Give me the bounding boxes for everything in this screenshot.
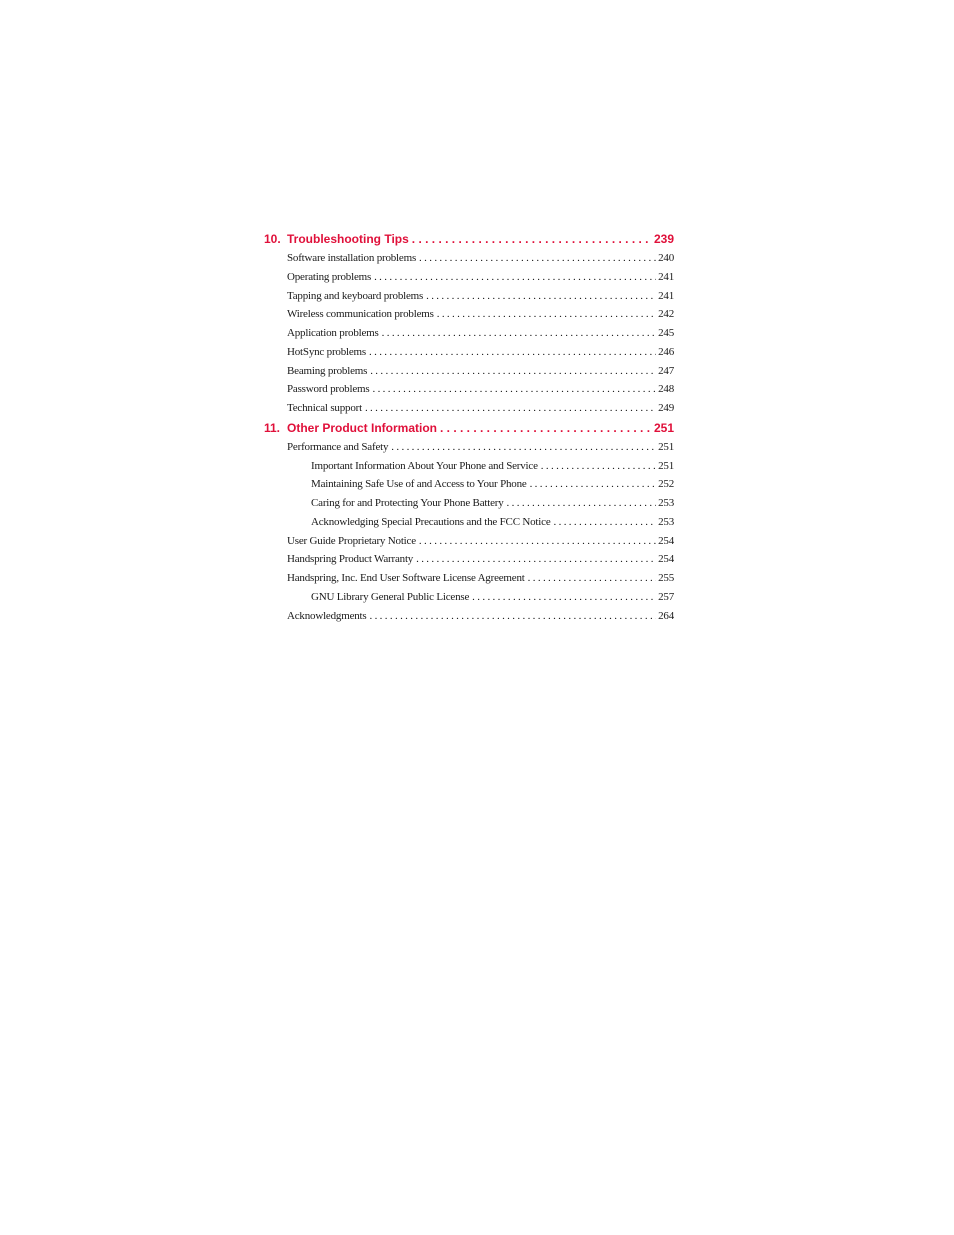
toc-subentry[interactable] xyxy=(264,516,674,535)
dot-leader xyxy=(382,327,656,339)
dot-leader xyxy=(419,535,656,547)
chapter-title: Other Product Information xyxy=(287,420,437,435)
entry-page-number: 241 xyxy=(658,270,674,283)
dot-leader xyxy=(365,402,656,414)
dot-leader xyxy=(541,460,656,472)
entry-label: User Guide Proprietary Notice xyxy=(287,534,416,547)
toc-entry[interactable] xyxy=(264,346,674,365)
toc-entry[interactable] xyxy=(264,535,674,554)
entry-label: Caring for and Protecting Your Phone Battery xyxy=(311,497,504,509)
entry-label: Acknowledgments xyxy=(287,609,367,622)
toc-entry[interactable] xyxy=(264,402,674,421)
entry-label: Acknowledging Special Precautions and the FCC Notice xyxy=(311,515,551,528)
dot-leader xyxy=(412,232,652,246)
entry-label: Software installation problems xyxy=(287,252,417,264)
toc-entry[interactable] xyxy=(264,365,674,384)
dot-leader xyxy=(472,591,656,603)
entry-page-number: 245 xyxy=(658,327,674,339)
entry-page-number: 252 xyxy=(658,478,674,491)
toc-subentry[interactable] xyxy=(264,591,674,610)
entry-page-number: 246 xyxy=(658,345,674,358)
chapter-page-number: 239 xyxy=(653,232,674,246)
toc-entry[interactable] xyxy=(264,252,674,271)
toc-entry[interactable] xyxy=(264,271,674,290)
entry-page-number: 254 xyxy=(658,534,674,547)
entry-label: Technical support xyxy=(287,402,362,414)
chapter-number: 10. xyxy=(264,232,281,246)
toc-entry[interactable] xyxy=(264,327,674,346)
toc-subentry[interactable] xyxy=(264,460,674,479)
toc-chapter-other-product-information[interactable] xyxy=(264,421,674,441)
dot-leader xyxy=(530,478,657,490)
toc-subentry[interactable] xyxy=(264,497,674,516)
toc-entry[interactable] xyxy=(264,553,674,572)
entry-label: GNU Library General Public License xyxy=(311,590,470,603)
entry-label: Maintaining Safe Use of and Access to Your Phone xyxy=(311,478,527,491)
toc-entry[interactable] xyxy=(264,308,674,327)
entry-page-number: 254 xyxy=(658,553,674,566)
chapter-number: 11. xyxy=(264,420,281,435)
entry-label: Handspring Product Warranty xyxy=(287,553,414,566)
entry-label: HotSync problems xyxy=(287,345,366,358)
chapter-title: Troubleshooting Tips xyxy=(287,232,409,246)
dot-leader xyxy=(369,346,656,358)
entry-page-number: 249 xyxy=(658,402,674,414)
entry-page-number: 248 xyxy=(658,383,674,396)
entry-page-number: 251 xyxy=(658,459,674,472)
entry-page-number: 255 xyxy=(658,572,674,584)
dot-leader xyxy=(419,252,656,264)
entry-label: Tapping and keyboard problems xyxy=(287,289,424,302)
entry-label: Operating problems xyxy=(287,270,372,283)
toc-entry[interactable] xyxy=(264,290,674,309)
dot-leader xyxy=(416,553,656,565)
dot-leader xyxy=(426,290,656,302)
dot-leader xyxy=(374,271,656,283)
entry-page-number: 251 xyxy=(658,440,674,453)
entry-page-number: 247 xyxy=(658,364,674,377)
entry-label: Important Information About Your Phone and Service xyxy=(311,459,538,472)
toc-chapter-troubleshooting-tips[interactable] xyxy=(264,232,674,252)
entry-label: Performance and Safety xyxy=(287,440,389,453)
entry-page-number: 242 xyxy=(658,308,674,321)
dot-leader xyxy=(554,516,657,528)
toc-entry[interactable] xyxy=(264,383,674,402)
dot-leader xyxy=(370,365,656,377)
entry-label: Password problems xyxy=(287,383,370,396)
dot-leader xyxy=(391,441,656,453)
table-of-contents xyxy=(264,232,674,628)
entry-label: Application problems xyxy=(287,327,379,339)
toc-subentry[interactable] xyxy=(264,478,674,497)
dot-leader xyxy=(372,383,656,395)
chapter-page-number: 251 xyxy=(653,420,674,435)
toc-entry[interactable] xyxy=(264,572,674,591)
dot-leader xyxy=(437,308,656,320)
entry-page-number: 253 xyxy=(658,515,674,528)
dot-leader xyxy=(528,572,656,584)
entry-label: Handspring, Inc. End User Software License Agreement xyxy=(287,572,525,584)
entry-page-number: 241 xyxy=(658,289,674,302)
entry-label: Wireless communication problems xyxy=(287,308,434,321)
entry-page-number: 240 xyxy=(658,252,674,264)
entry-page-number: 257 xyxy=(658,590,674,603)
entry-page-number: 264 xyxy=(658,609,674,622)
toc-entry[interactable] xyxy=(264,610,674,629)
dot-leader xyxy=(507,497,657,509)
entry-page-number: 253 xyxy=(658,497,674,509)
entry-label: Beaming problems xyxy=(287,364,368,377)
toc-entry[interactable] xyxy=(264,441,674,460)
dot-leader xyxy=(369,610,656,622)
dot-leader xyxy=(440,421,652,435)
